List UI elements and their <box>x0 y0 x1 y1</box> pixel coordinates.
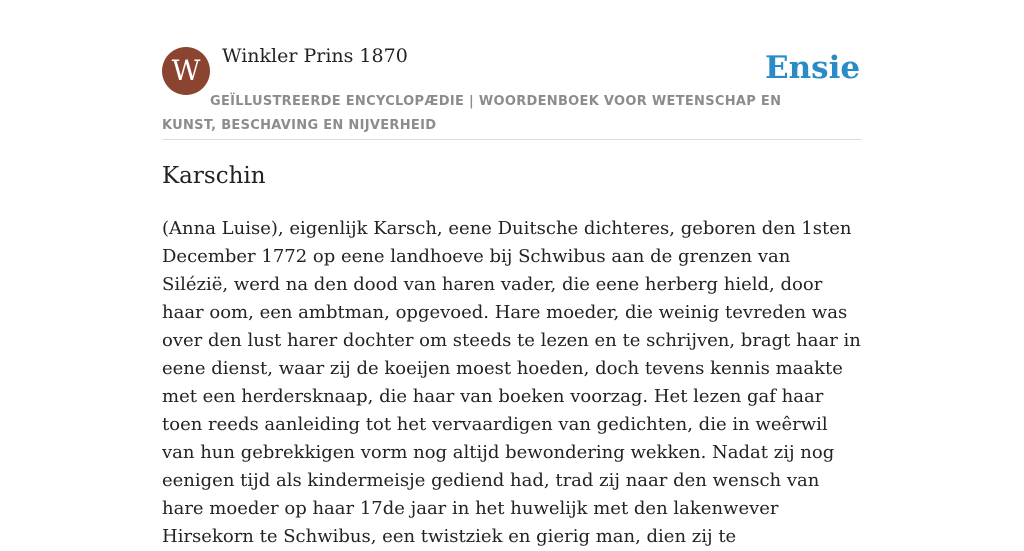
source-title[interactable]: Winkler Prins 1870 <box>222 45 408 67</box>
divider <box>162 139 862 140</box>
source-subtitle: GEÏLLUSTREERDE ENCYCLOPÆDIE | WOORDENBOEK VOOR WETENSCHAP EN KUNST, BESCHAVING EN NIJVERHEID <box>162 94 782 133</box>
entry-title: Karschin <box>162 163 266 189</box>
brand-logo[interactable]: Ensie <box>765 50 861 86</box>
avatar[interactable]: W <box>162 47 210 95</box>
entry-text: (Anna Luise), eigenlijk Karsch, eene Duitsche dichteres, geboren den 1sten December 1772 op eene landhoeve bij Schwibus aan de grenzen van Silézië, werd na den dood van haren vader, die eene herberg hield, door haar oom, een ambtman, opgevoed. Hare moeder, die weinig tevreden was over den lust harer dochter om steeds te lezen en te schrijven, bragt haar in eene dienst, waar zij de koeijen moest hoeden, doch tevens kennis maakte met een herdersknaap, die haar van boeken voorzag. Het lezen gaf haar toen reeds aanleiding tot het vervaardigen van gedichten, die in weêrwil van hun gebrekkigen vorm nog altijd bewondering wekken. Nadat zij nog eenigen tijd als kindermeisje gediend had, trad zij naar den wensch van hare moeder op haar 17de jaar in het huwelijk met den lakenwever Hirsekorn te Schwibus, een twistziek en gierig man, dien zij te <box>162 218 861 547</box>
